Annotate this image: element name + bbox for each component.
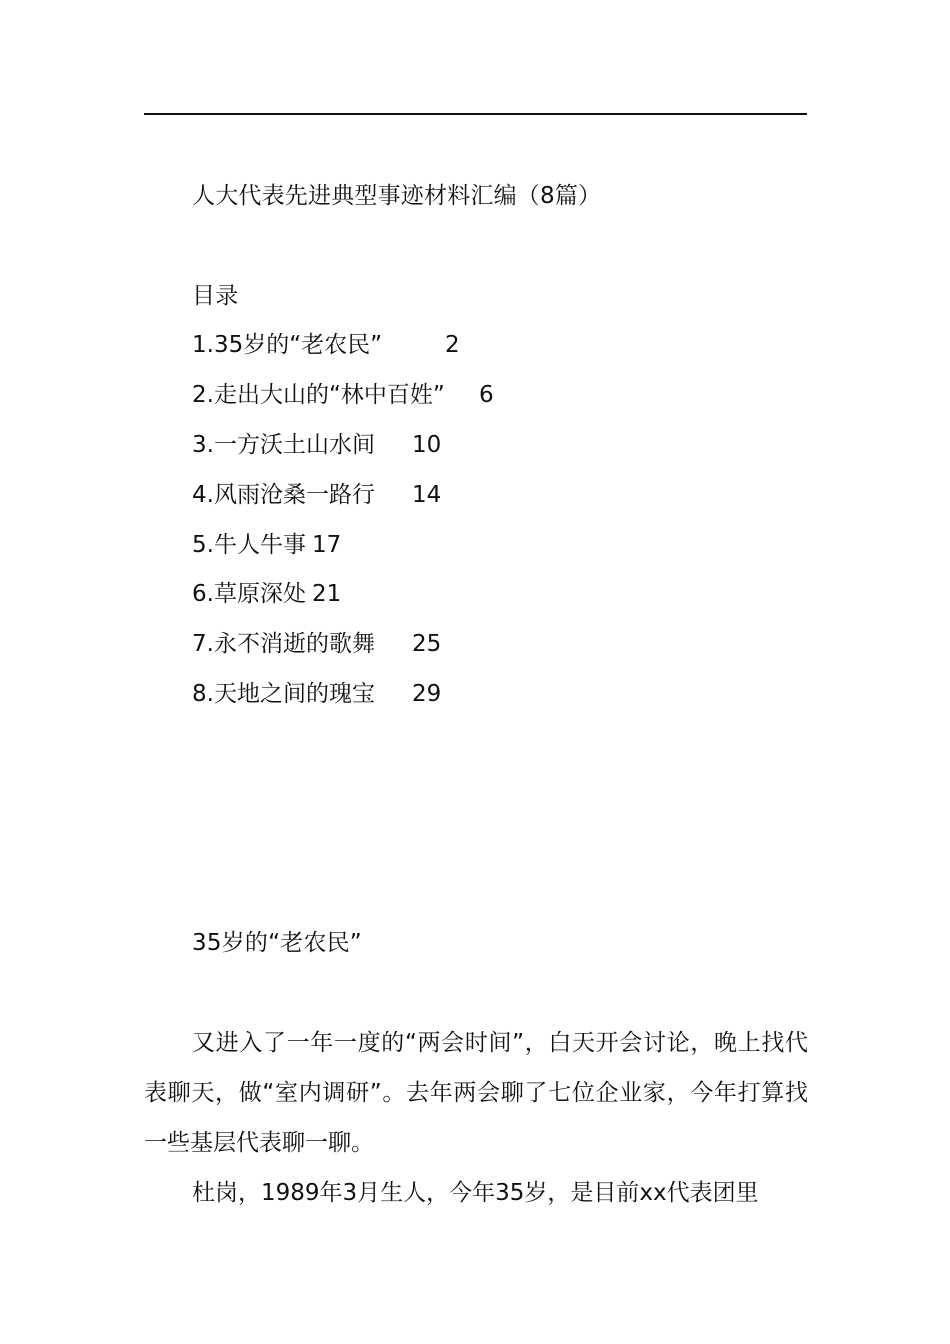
toc-item-1-page: 2 xyxy=(445,332,460,358)
toc-item-5-label[interactable]: 5.牛人牛事 xyxy=(192,532,306,558)
body-paragraph-2: 杜岗，1989年3月生人，今年35岁，是目前xx代表团里 xyxy=(192,1180,759,1206)
toc-item-1-label[interactable]: 1.35岁的“老农民” xyxy=(192,332,383,358)
toc-item-3-label[interactable]: 3.一方沃土山水间 xyxy=(192,432,375,458)
toc-item-7-label[interactable]: 7.永不消逝的歌舞 xyxy=(192,631,375,657)
toc-item-4-page: 14 xyxy=(412,482,442,508)
toc-item-2-page: 6 xyxy=(479,382,494,408)
document-title: 人大代表先进典型事迹材料汇编（8篇） xyxy=(192,183,602,209)
header-rule xyxy=(144,113,807,115)
toc-item-8-label[interactable]: 8.天地之间的瑰宝 xyxy=(192,681,375,707)
toc-item-6-label[interactable]: 6.草原深处 xyxy=(192,581,306,607)
toc-item-4-label[interactable]: 4.风雨沧桑一路行 xyxy=(192,482,375,508)
toc-item-5-page: 17 xyxy=(312,532,342,558)
toc-item-2-label[interactable]: 2.走出大山的“林中百姓” xyxy=(192,382,445,408)
section-title: 35岁的“老农民” xyxy=(192,930,362,956)
toc-item-6-page: 21 xyxy=(312,581,342,607)
body-paragraph-1: 又进入了一年一度的“两会时间”，白天开会讨论，晚上找代表聊天，做“室内调研”。去年两会聊了七位企业家，今年打算找一些基层代表聊一聊。 xyxy=(144,1030,808,1156)
toc-item-7-page: 25 xyxy=(412,631,442,657)
toc-heading: 目录 xyxy=(192,283,239,309)
toc-item-3-page: 10 xyxy=(412,432,442,458)
toc-item-8-page: 29 xyxy=(412,681,442,707)
